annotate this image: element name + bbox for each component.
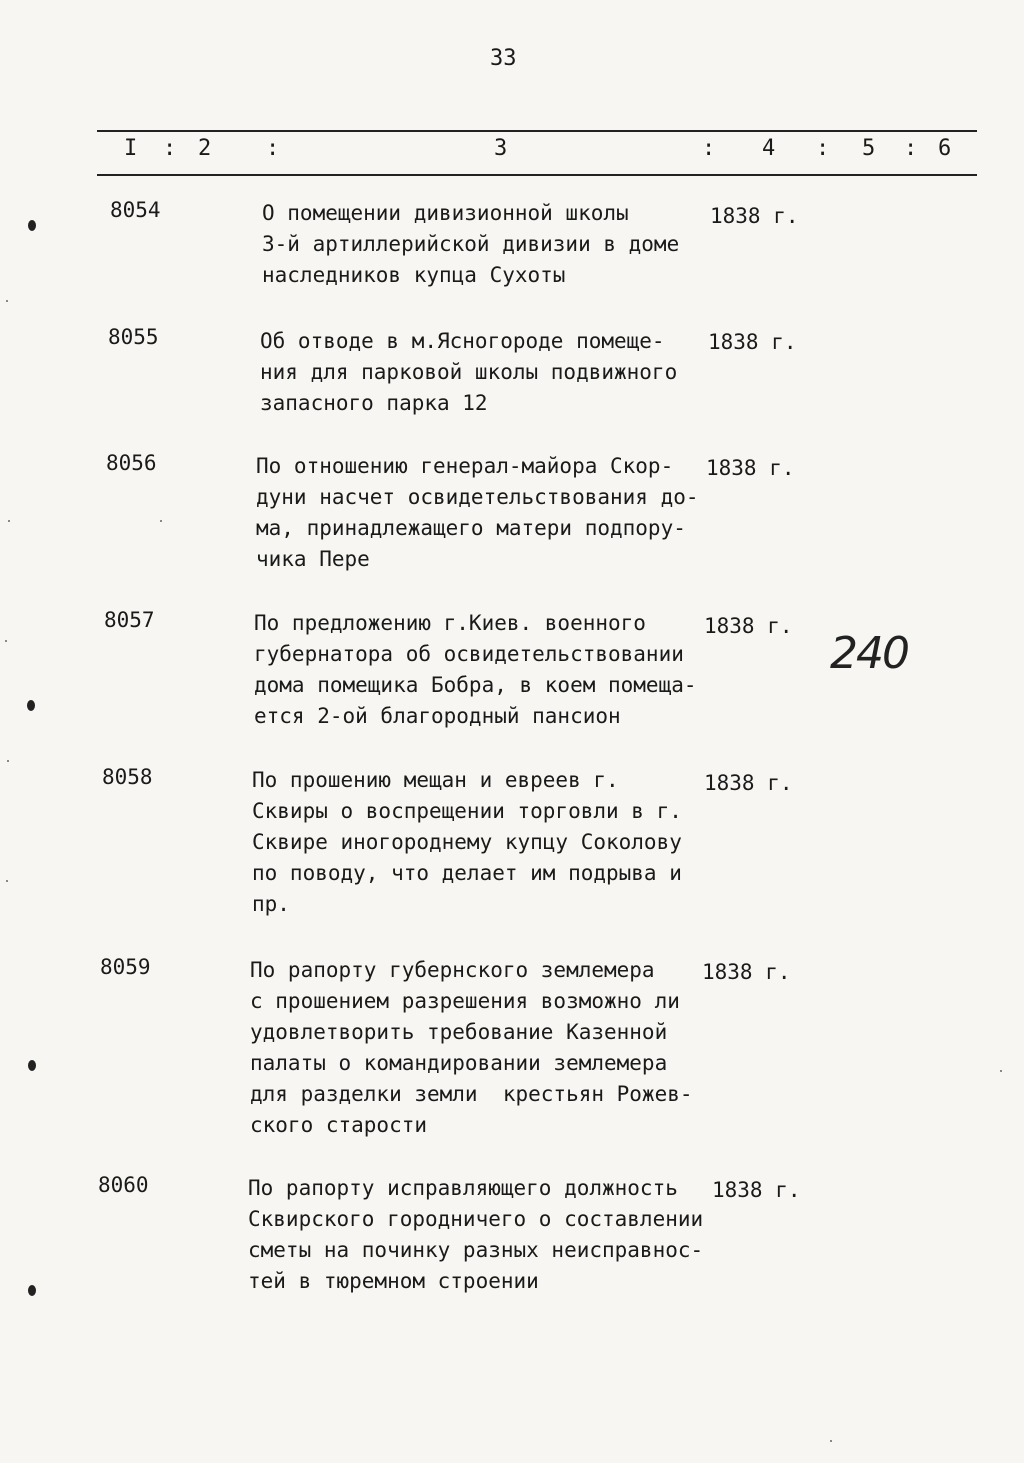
page-number: 33 [490, 46, 517, 71]
entry-text: О помещении дивизионной школы 3-й артиллерийской дивизии в доме наследников купца Сухоты [262, 201, 680, 287]
entry-date: 1838 г. [704, 771, 793, 795]
binding-hole [28, 220, 36, 231]
header-rule-bottom [97, 174, 977, 176]
entry-number: 8055 [108, 325, 159, 349]
entry-text: По предложению г.Киев. военного губернатора об освидетельствовании дома помещика Бобра, в коем помеща- ется 2-ой благородный пансион [254, 611, 697, 728]
scan-speck [8, 520, 10, 522]
scan-speck [1000, 1070, 1002, 1072]
scan-speck [160, 520, 162, 522]
column-header-separator: : [904, 136, 918, 161]
entry-text: По отношению генерал-майора Скор- дуни насчет освидетельствования до- ма, принадлежащего матери подпору- чика Пере [256, 454, 699, 571]
column-header-separator: : [702, 136, 716, 161]
column-header-separator: : [266, 136, 280, 161]
entry-number: 8057 [104, 608, 155, 632]
entry-text: По рапорту губернского землемера с прошением разрешения возможно ли удовлетворить требование Казенной палаты о командировании землемера для разделки земли крестьян Рожев- ского старости [250, 958, 693, 1137]
entry-text: Об отводе в м.Ясногороде помеще- ния для парковой школы подвижного запасного парка 12 [260, 329, 678, 415]
column-header-5: 5 [862, 136, 876, 161]
entry-number: 8059 [100, 955, 151, 979]
header-rule-top [97, 130, 977, 132]
scan-speck [5, 640, 7, 642]
scan-speck [6, 880, 8, 882]
column-header-1: I [124, 136, 138, 161]
entry-number: 8054 [110, 198, 161, 222]
column-header-separator: : [816, 136, 830, 161]
entry-number: 8060 [98, 1173, 149, 1197]
entry-number: 8056 [106, 451, 157, 475]
handwritten-annotation: 240 [830, 628, 908, 679]
entry-text: По рапорту исправляющего должность Сквирского городничего о составлении сметы на починку разных неисправнос- тей в тюремном строении [248, 1176, 704, 1293]
binding-hole [27, 700, 35, 711]
column-header-6: 6 [938, 136, 952, 161]
entry-date: 1838 г. [710, 204, 799, 228]
entry-date: 1838 г. [708, 330, 797, 354]
column-header-2: 2 [198, 136, 212, 161]
scan-speck [830, 1440, 832, 1442]
column-header-separator: : [163, 136, 177, 161]
scan-speck [7, 760, 9, 762]
entry-date: 1838 г. [704, 614, 793, 638]
scan-speck [6, 300, 8, 302]
column-header-3: 3 [494, 136, 508, 161]
column-header-4: 4 [762, 136, 776, 161]
entry-date: 1838 г. [712, 1178, 801, 1202]
entry-date: 1838 г. [706, 456, 795, 480]
entry-date: 1838 г. [702, 960, 791, 984]
entry-text: По прошению мещан и евреев г. Сквиры о воспрещении торговли в г. Сквире иногороднему купцу Соколову по поводу, что делает им подрыва и пр. [252, 768, 682, 916]
entry-number: 8058 [102, 765, 153, 789]
binding-hole [28, 1285, 36, 1296]
binding-hole [28, 1060, 36, 1071]
